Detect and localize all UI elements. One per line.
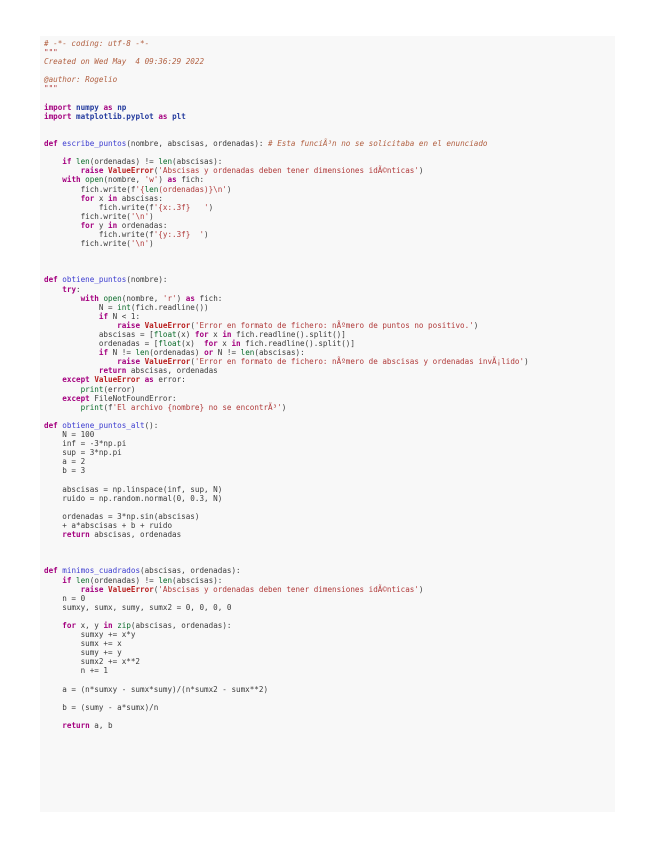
code-token [44,221,81,230]
code-token [44,385,81,394]
code-token: with [80,293,99,303]
code-token: float [158,339,182,349]
code-token: len [158,157,173,167]
code-line [44,403,529,412]
code-token [44,194,81,203]
code-token: in [103,621,113,630]
code-token: : [76,284,81,294]
code-token: # Esta funciÃ³n no se solicitaba en el enunciado [268,139,488,149]
code-line [44,185,529,194]
code-token: fich.readline().split()] [240,339,355,349]
code-line [44,339,529,348]
code-token: (abscisas, ordenadas): [140,566,241,576]
code-token: ValueError [108,166,154,176]
code-line [44,657,529,666]
code-line [44,212,529,221]
code-token [44,312,99,321]
code-token: abscisas, ordenadas [89,530,182,540]
code-token: (ordenadas) != [89,157,159,167]
code-line [44,303,529,312]
code-token: ValueError [144,357,191,367]
code-token: int [117,302,131,312]
code-line [44,512,529,521]
code-token: ) [418,166,424,176]
code-token: (x) [181,339,205,349]
code-token: y [94,220,109,230]
code-token [44,576,62,585]
code-token: (ordenadas)}\n' [158,184,227,194]
code-line [44,712,529,721]
code-line [44,203,529,212]
code-token: raise [80,166,104,176]
code-line [44,648,529,657]
code-token: as [103,102,113,112]
code-token: if [62,157,72,167]
code-token: abscisas = np.linspace(inf, sup, N) [44,484,223,494]
code-token: abscisas, ordenadas [126,366,218,376]
code-token: 'Abscisas y ordenadas deben tener dimensiones idÃ©nticas' [158,584,419,594]
code-token: inf = -3*np.pi [44,439,127,449]
code-token: ) [149,239,154,249]
code-line [44,530,529,539]
code-line [44,566,529,575]
code-token: (nombre): [126,275,168,285]
code-line [44,121,529,130]
code-token: len [76,575,90,585]
code-line [44,257,529,266]
code-token: return [62,530,90,540]
code-token: a, b [89,721,113,731]
code-line [44,421,529,430]
code-line [44,676,529,685]
code-token: raise [117,357,141,367]
code-token: '{ [135,184,145,194]
code-token [44,375,62,384]
code-token: x [208,330,223,339]
code-token: + a*abscisas + b + ruido [44,520,173,530]
code-token: (error) [103,384,136,394]
code-token: if [98,311,109,321]
code-token: plt [172,111,186,121]
code-token: 'Error en formato de fichero: nÃºmero de puntos no positivo.' [194,320,474,330]
code-line [44,457,529,466]
code-token: ) [149,211,154,221]
code-token: x [217,339,232,349]
code-token: """ [44,48,58,58]
code-token: fich.readline().split()] [231,330,346,339]
code-line [44,621,529,630]
code-token [44,166,81,175]
code-token: obtiene_puntos [62,275,127,285]
code-line [44,430,529,439]
code-line [44,612,529,621]
code-line [44,503,529,512]
code-line [44,630,529,639]
code-token: raise [117,320,141,330]
code-line [44,48,529,57]
code-line [44,448,529,457]
code-token: ) [204,229,209,239]
code-token: ) [176,293,186,303]
code-line [44,285,529,294]
code-token: abscisas: [117,193,163,203]
code-line [44,539,529,548]
code-token: (abscisas, ordenadas): [130,621,232,630]
code-token: print [80,402,104,412]
code-token: '{y:.3f} ' [153,229,205,239]
code-token: for [62,621,77,630]
code-token: matplotlib.pyplot [76,111,154,121]
code-token: def [44,139,58,149]
code-line [44,248,529,257]
code-token: in [222,330,232,339]
code-token: N = 100 [44,430,95,440]
code-line [44,139,529,148]
code-token: float [153,330,177,339]
code-token: 'r' [162,293,177,303]
code-token: except [62,375,90,385]
code-token: # -*- coding: utf-8 -*- [44,39,150,48]
code-line [44,357,529,366]
code-token: ordenadas: [117,220,168,230]
code-line [44,275,529,284]
code-line [44,585,529,594]
code-token: for [204,339,218,349]
code-token: def [44,420,58,430]
code-line [44,639,529,648]
code-line [44,385,529,394]
code-token: Created on Wed May 4 09:36:29 2022 [44,57,205,67]
code-token: fich.write(f [44,229,154,239]
code-token: np [117,102,127,112]
code-token: 'El archivo {nombre} no se encontrÃ³' [112,402,282,412]
code-line [44,239,529,248]
code-token: sumy += y [44,648,122,658]
code-line [44,548,529,557]
code-line [44,594,529,603]
code-token: (abscisas): [254,348,305,358]
code-token: ( [153,584,159,594]
code-token: ) [418,584,424,594]
code-token: len [135,348,150,358]
code-token: N != [108,348,136,358]
code-token: error: [153,375,186,385]
code-line [44,148,529,157]
code-line [44,666,529,675]
code-token: ruido = np.random.normal(0, 0.3, N) [44,493,223,503]
code-line [44,685,529,694]
code-token: (fich.readline()) [130,302,209,312]
code-line [44,485,529,494]
code-token: fich.write(f [44,202,154,212]
code-token: open [85,175,104,185]
code-token: n = 0 [44,593,86,603]
code-token [44,348,99,357]
code-token: minimos_cuadrados [62,566,141,576]
code-line [44,112,529,121]
code-token: ) [208,202,214,212]
code-line [44,375,529,384]
code-token: as [144,375,154,385]
code-token: len [76,157,90,167]
code-token: obtiene_puntos_alt [62,420,145,430]
code-token: a = (n*sumxy - sumx*sumy)/(n*sumx2 - sumx**2) [44,684,269,694]
code-token [44,321,117,330]
code-token: zip [117,621,131,630]
code-token: in [108,220,118,230]
code-line [44,321,529,330]
code-token [44,294,81,303]
code-token: len [144,184,159,194]
code-token: '\n' [130,239,150,249]
code-line [44,603,529,612]
code-line [44,194,529,203]
code-token: ) [473,320,479,330]
code-token [44,621,62,630]
code-token [44,357,117,366]
code-token: ) [226,184,232,194]
code-token: @author: Rogelio [44,75,118,85]
code-token: for [80,220,95,230]
code-line [44,439,529,448]
code-token: (ordenadas) [149,348,205,358]
code-line [44,494,529,503]
code-line [44,230,529,239]
code-line [44,466,529,475]
code-line [44,703,529,712]
code-token: or [204,348,214,358]
code-token: (abscisas): [172,157,223,167]
code-token: b = (sumy - a*sumx)/n [44,702,159,712]
code-token: fich: [194,293,223,303]
code-token: fich.write( [44,239,131,249]
code-token: 'Error en formato de fichero: nÃºmero de abscisas y ordenadas invÃ¡lido' [194,357,525,367]
code-token: '\n' [130,211,150,221]
code-token: sup = 3*np.pi [44,448,122,458]
code-line [44,94,529,103]
code-token [44,157,62,166]
code-line [44,348,529,357]
code-line [44,166,529,175]
code-token: as [158,111,168,121]
code-token: 'Abscisas y ordenadas deben tener dimensiones idÃ©nticas' [158,166,419,176]
code-line [44,721,529,730]
code-line [44,412,529,421]
code-token: import [44,102,72,112]
code-token: fich.write(f [44,184,136,194]
code-token: (abscisas): [172,575,223,585]
code-token: except [62,393,90,403]
code-line [44,330,529,339]
code-token: ) [281,402,287,412]
code-token: b = 3 [44,466,86,476]
code-token: ValueError [144,320,191,330]
code-token: for [194,330,209,339]
code-token [44,175,62,184]
code-line [44,312,529,321]
code-token: FileNotFoundError: [89,393,177,403]
code-token: return [62,721,90,731]
code-token: len [240,348,255,358]
code-token: len [158,575,173,585]
code-token: def [44,566,58,576]
code-line [44,394,529,403]
code-token: (): [144,420,159,430]
code-token: x [94,193,109,203]
code-token: '{x:.3f} ' [153,202,209,212]
code-token [44,366,99,375]
code-token: N < 1: [108,311,141,321]
code-line [44,39,529,48]
code-token [44,394,62,403]
code-token: (nombre, abscisas, ordenadas): [126,139,269,149]
code-token: (nombre, [121,293,163,303]
code-token: return [98,366,127,376]
code-token: abscisas = [ [44,330,154,339]
code-token [44,403,81,412]
code-token: in [108,193,118,203]
code-token: ) [158,175,168,185]
code-token: n += 1 [44,666,109,676]
code-token: def [44,275,58,285]
code-token: 'w' [144,175,159,185]
code-token: (x) [176,330,195,339]
code-line [44,557,529,566]
code-token [44,530,62,539]
code-token [44,721,62,730]
code-token: N = [44,302,118,312]
code-line [44,84,529,93]
code-line [44,694,529,703]
code-token: open [103,293,122,303]
code-token: N != [213,348,241,358]
code-line [44,266,529,275]
code-token: raise [80,584,104,594]
code-token: as [167,175,177,185]
code-line [44,221,529,230]
python-source-code [44,39,529,730]
code-line [44,57,529,66]
code-token: import [44,111,72,121]
code-token: escribe_puntos [62,139,127,149]
code-token: ) [524,357,529,367]
code-token: sumx2 += x**2 [44,657,141,667]
code-line [44,66,529,75]
code-line [44,521,529,530]
code-token: (f [103,402,113,412]
code-token: if [62,575,72,585]
code-token: with [62,175,81,185]
code-line [44,103,529,112]
code-token: ( [190,320,195,330]
code-token: ( [190,357,195,367]
code-line [44,476,529,485]
code-token: fich.write( [44,211,131,221]
code-line [44,576,529,585]
code-token [44,285,62,294]
code-token: numpy [76,102,99,112]
code-line [44,175,529,184]
code-token: sumx += x [44,639,122,649]
code-token: ValueError [94,375,141,385]
code-token: ( [153,166,159,176]
code-token: ordenadas = 3*np.sin(abscisas) [44,511,200,521]
code-line [44,294,529,303]
code-token: if [98,348,109,358]
code-line [44,130,529,139]
code-token [44,585,81,594]
code-line [44,75,529,84]
code-token: try [62,284,77,294]
code-token: (nombre, [103,175,145,185]
code-token: print [80,384,104,394]
code-token: sumxy, sumx, sumy, sumx2 = 0, 0, 0, 0 [44,602,232,612]
code-line [44,366,529,375]
code-line [44,157,529,166]
code-token: ordenadas = [ [44,339,159,349]
code-token: fich: [176,175,205,185]
code-token: x, y [76,621,104,630]
code-token: as [185,293,195,303]
code-token: for [80,193,95,203]
code-token: ValueError [108,584,154,594]
code-token: a = 2 [44,457,86,467]
code-token: sumxy += x*y [44,630,136,640]
code-token: """ [44,84,58,94]
code-token: in [231,339,241,349]
code-token: (ordenadas) != [89,575,159,585]
